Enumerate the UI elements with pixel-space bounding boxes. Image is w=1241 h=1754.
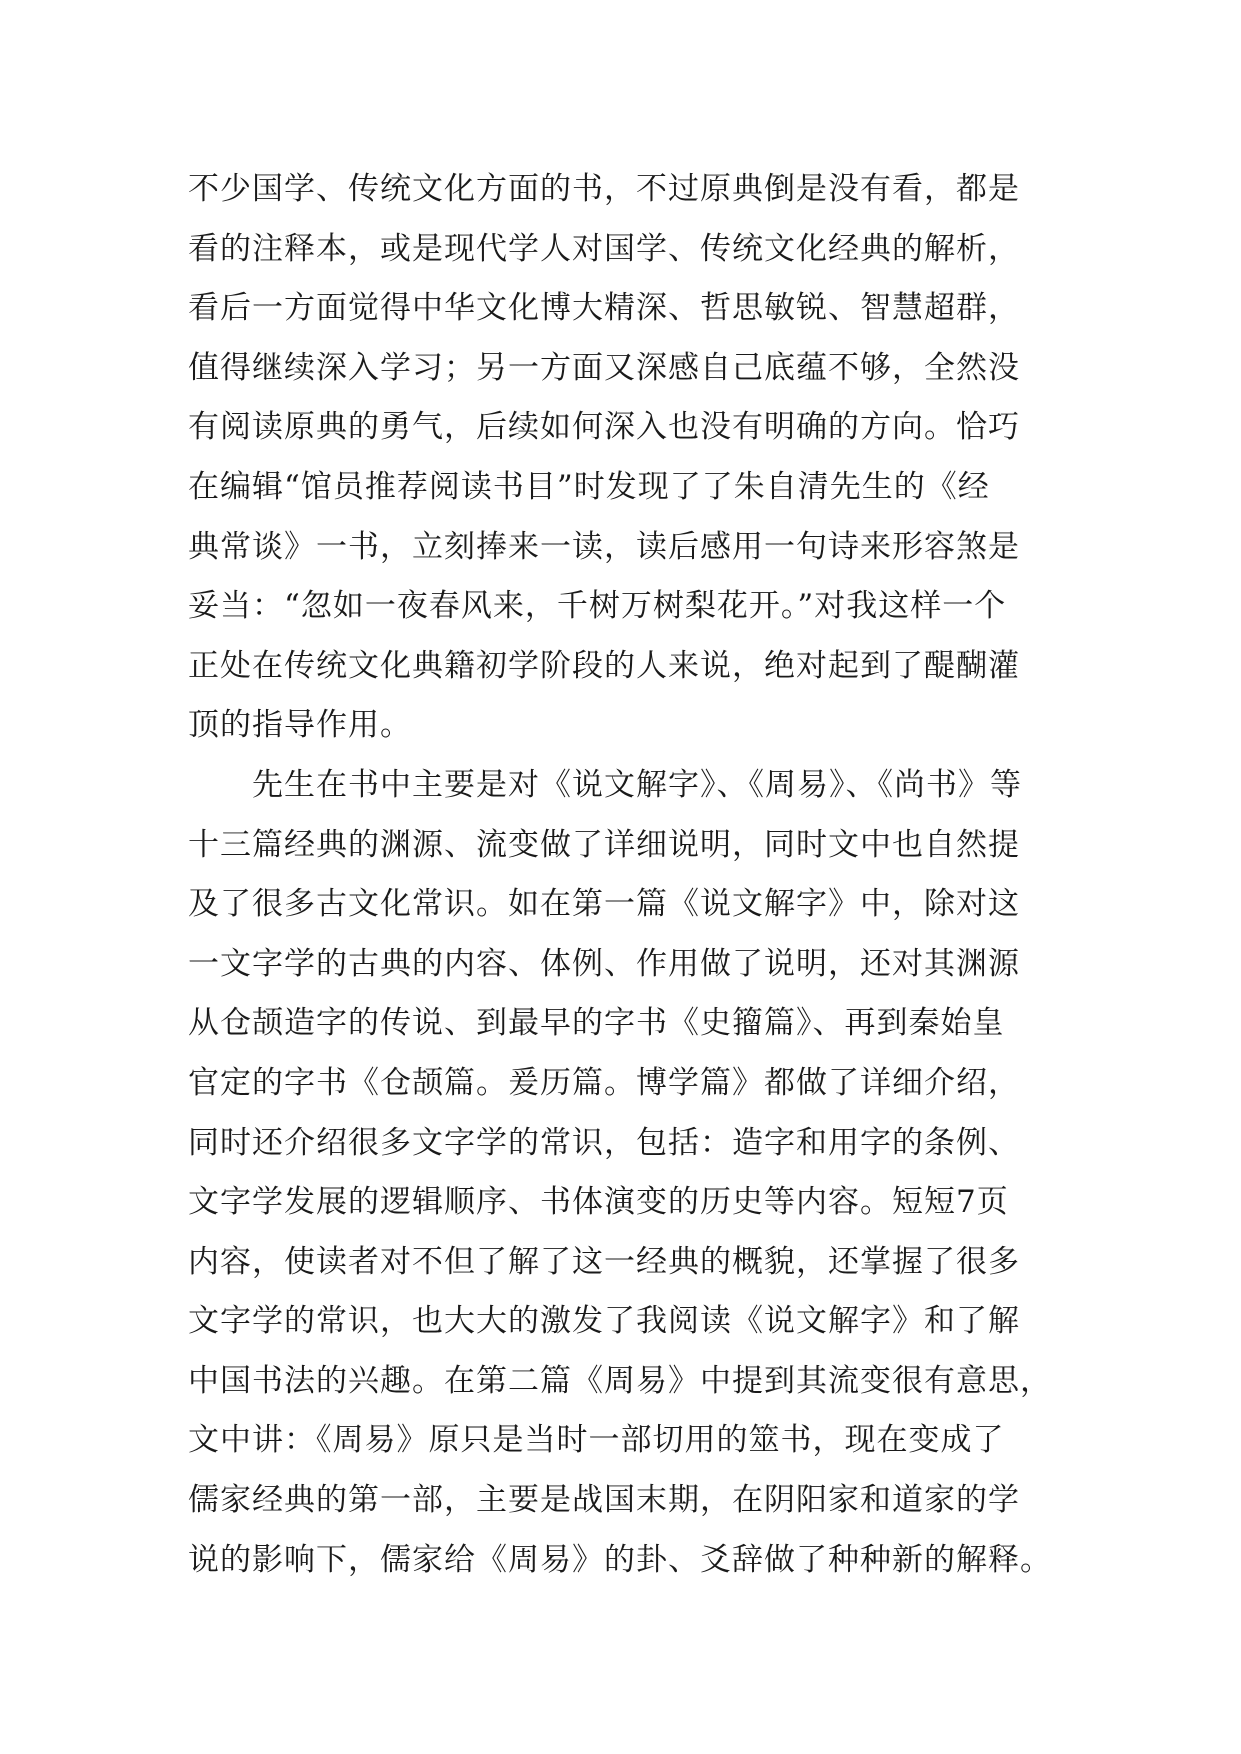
text-line: 在编辑“馆员推荐阅读书目”时发现了了朱自清先生的《经 [188,468,990,505]
text-line: 文字学的常识，也大大的激发了我阅读《说文解字》和了解 [188,1303,1020,1340]
text-line: 内容，使读者对不但了解了这一经典的概貌，还掌握了很多 [188,1243,1020,1280]
text-line: 不少国学、传统文化方面的书，不过原典倒是没有看，都是 [188,171,1020,207]
text-line: 同时还介绍很多文字学的常识，包括：造字和用字的条例、 [188,1124,1020,1161]
text-line: 十三篇经典的渊源、流变做了详细说明，同时文中也自然提 [188,826,1020,863]
text-line: 文字学发展的逻辑顺序、书体演变的历史等内容。短短7页 [188,1184,1009,1221]
text-line: 儒家经典的第一部，主要是战国末期，在阴阳家和道家的学 [188,1482,1020,1519]
text-line: 先生在书中主要是对《说文解字》、《周易》、《尚书》等 [188,766,1022,803]
text-line: 官定的字书《仓颉篇。爰历篇。博学篇》都做了详细介绍， [188,1064,1020,1101]
text-line: 值得继续深入学习；另一方面又深感自己底蕴不够，全然没 [188,349,1020,386]
text-line: 典常谈》一书，立刻捧来一读，读后感用一句诗来形容煞是 [188,528,1020,565]
text-line: 从仓颉造字的传说、到最早的字书《史籀篇》、再到秦始皇 [188,1005,1005,1042]
text-line: 中国书法的兴趣。在第二篇《周易》中提到其流变很有意思， [188,1362,1052,1399]
text-line: 有阅读原典的勇气，后续如何深入也没有明确的方向。恰巧 [188,409,1020,446]
text-line: 及了很多古文化常识。如在第一篇《说文解字》中，除对这 [188,886,1020,923]
text-line: 看后一方面觉得中华文化博大精深、哲思敏锐、智慧超群， [188,290,1020,327]
text-line: 说的影响下，儒家给《周易》的卦、爻辞做了种种新的解释。 [188,1541,1052,1578]
text-line: 看的注释本，或是现代学人对国学、传统文化经典的解析， [188,230,1020,267]
text-line: 文中讲：《周易》原只是当时一部切用的筮书，现在变成了 [188,1422,1005,1459]
body-text [188,160,1068,1590]
text-line: 一文字学的古典的内容、体例、作用做了说明，还对其渊源 [188,945,1020,982]
text-line: 顶的指导作用。 [188,707,412,744]
text-line: 妥当：“忽如一夜春风来，千树万树梨花开。”对我这样一个 [188,588,1007,625]
text-line: 正处在传统文化典籍初学阶段的人来说，绝对起到了醍醐灌 [188,647,1020,684]
